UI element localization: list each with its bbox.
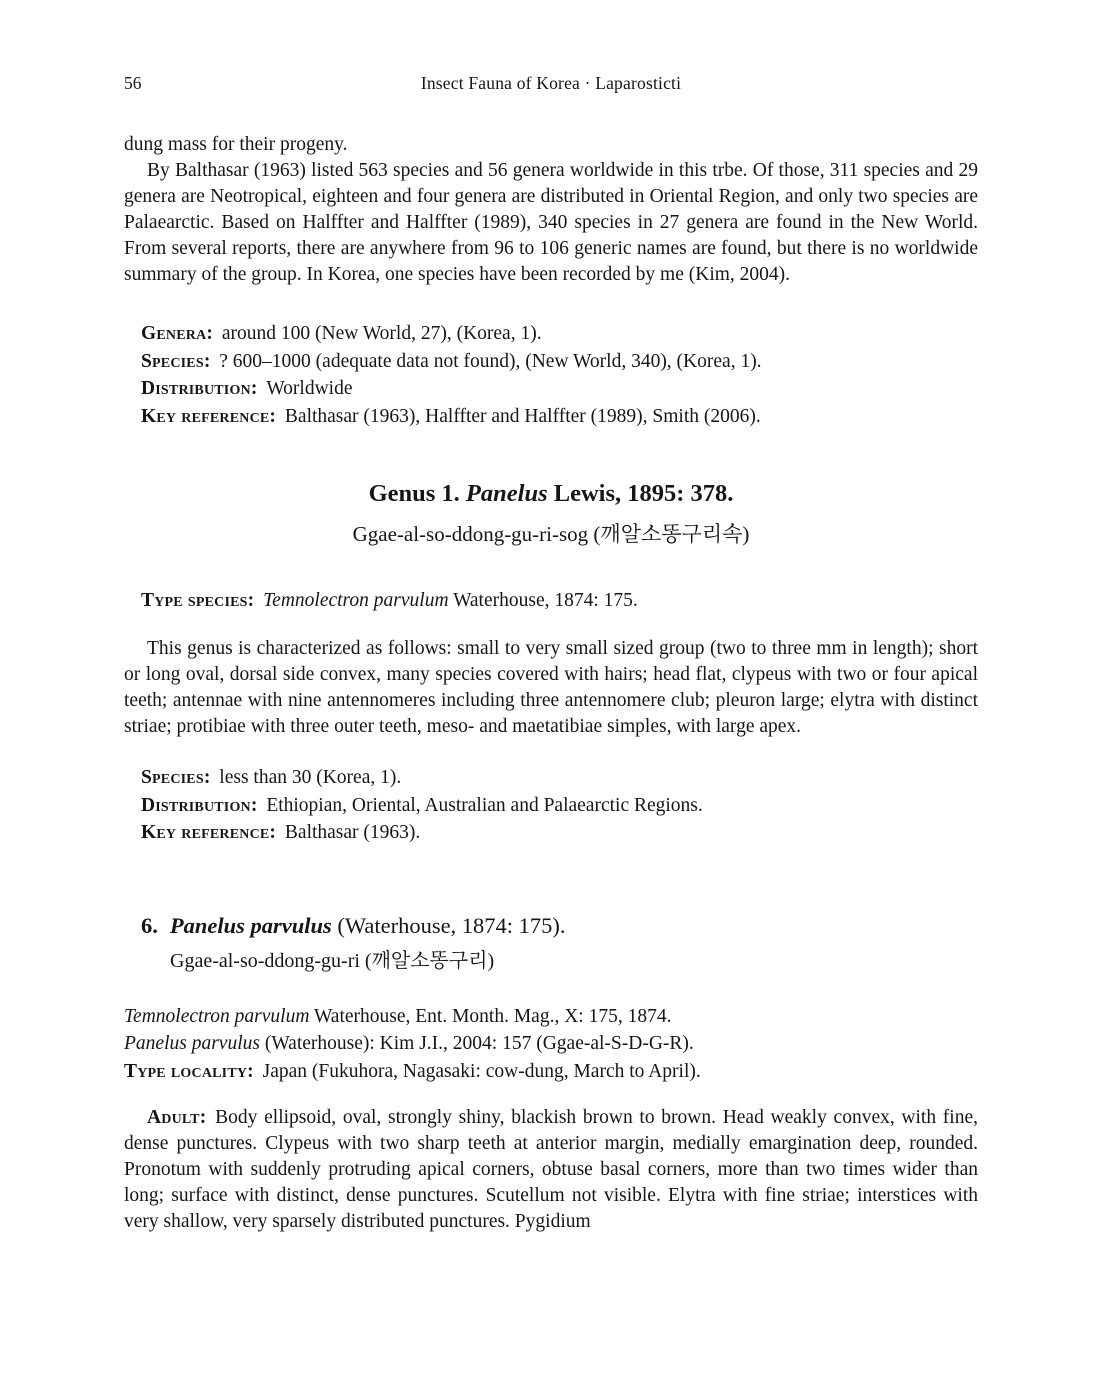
type-species-rest: Waterhouse, 1874: 175. xyxy=(453,590,638,611)
genera-value: around 100 (New World, 27), (Korea, 1). xyxy=(221,323,542,344)
type-locality-row xyxy=(124,1058,978,1086)
intro-paragraph: By Balthasar (1963) listed 563 species and 56 genera worldwide in this trbe. Of those, 311 species and 29 genera are Neotropical, eighteen and four genera are distributed in Oriental Region, and only two species are Palaearctic. Based on Halffter and Halffter (1989), 340 species in 27 genera are found in the New World. From several reports, there are anywhere from 96 to 106 generic names are found, but there is no worldwide summary of the group. In Korea, one species have been recorded by me (Kim, 2004). xyxy=(124,160,978,285)
type-species-line xyxy=(124,588,978,614)
species-number: 6. xyxy=(141,912,158,938)
synonym-2-name: Panelus parvulus xyxy=(124,1033,260,1054)
type-locality-label: Type locality: xyxy=(124,1060,254,1082)
species-row xyxy=(141,348,978,376)
tribe-facts-block xyxy=(124,320,978,430)
genus-distribution-row xyxy=(141,792,978,820)
synonym-2-rest: (Waterhouse): Kim J.I., 2004: 157 (Ggae-al-S-D-G-R). xyxy=(264,1033,694,1054)
genus-distribution-label: Distribution: xyxy=(141,794,258,816)
genus-facts-block xyxy=(124,764,978,847)
species-name: Panelus parvulus xyxy=(169,912,332,938)
genus-key-reference-row xyxy=(141,819,978,847)
adult-text: Body ellipsoid, oval, strongly shiny, blackish brown to brown. Head weakly convex, with fine, dense punctures. Clypeus with two sharp teeth at anterior margin, medially emargination deep, rounded. Pronotum with suddenly protruding apical corners, obtuse basal corners, more than two times wider than long; surface with distinct, dense punctures. Scutellum not visible. Elytra with fine striae; interstices with very shallow, very sparsely distributed punctures. Pygidium xyxy=(124,1107,978,1232)
synonym-row-2 xyxy=(124,1030,978,1058)
genus-heading-suffix: Lewis, 1895: 378. xyxy=(547,480,734,507)
intro-continuation: dung mass for their progeny. xyxy=(124,134,348,155)
running-header xyxy=(124,72,978,96)
distribution-value: Worldwide xyxy=(266,378,353,399)
species-name-suffix: (Waterhouse, 1874: 175). xyxy=(331,912,566,938)
synonym-row-1 xyxy=(124,1003,978,1031)
genus-species-value: less than 30 (Korea, 1). xyxy=(219,767,402,788)
genera-row xyxy=(141,320,978,348)
key-reference-row xyxy=(141,403,978,431)
key-reference-label: Key reference: xyxy=(141,405,277,427)
species-label: Species: xyxy=(141,350,211,372)
adult-paragraph xyxy=(124,1105,978,1235)
running-title: Insect Fauna of Korea · Laparosticti xyxy=(420,73,682,93)
distribution-label: Distribution: xyxy=(141,378,258,399)
species-value: ? 600–1000 (adequate data not found), (New World, 340), (Korea, 1). xyxy=(219,350,762,372)
genus-species-label: Species: xyxy=(141,767,211,788)
genera-label: Genera: xyxy=(141,323,214,344)
genus-distribution-value: Ethiopian, Oriental, Australian and Palaearctic Regions. xyxy=(266,794,703,816)
synonym-1-name: Temnolectron parvulum xyxy=(124,1005,310,1027)
genus-key-reference-value: Balthasar (1963). xyxy=(284,822,421,843)
genus-korean-name: Ggae-al-so-ddong-gu-ri-sog (깨알소똥구리속) xyxy=(352,522,750,546)
synonymy-block xyxy=(124,1003,978,1086)
synonym-1-rest: Waterhouse, Ent. Month. Mag., X: 175, 1874. xyxy=(313,1005,672,1027)
type-species-name: Temnolectron parvulum xyxy=(263,590,449,611)
genus-heading-prefix: Genus 1. xyxy=(368,480,466,507)
page-number: 56 xyxy=(124,73,142,93)
genus-heading xyxy=(124,479,978,509)
species-heading xyxy=(124,911,978,941)
genus-description: This genus is characterized as follows: small to very small sized group (two to three mm in length); short or long oval, dorsal side convex, many species covered with hairs; head flat, clypeus with two or four apical teeth; antennae with nine antennomeres including three antennomere club; pleuron large; elytra with distinct striae; protibiae with three outer teeth, meso- and maetatibiae simples, with large apex. xyxy=(124,638,978,737)
distribution-row xyxy=(141,375,978,403)
genus-species-row xyxy=(141,764,978,792)
adult-label: Adult: xyxy=(147,1107,207,1128)
genus-name: Panelus xyxy=(465,480,548,507)
key-reference-value: Balthasar (1963), Halffter and Halffter (1989), Smith (2006). xyxy=(284,405,761,427)
type-species-label: Type species: xyxy=(141,590,255,611)
species-korean-name: Ggae-al-so-ddong-gu-ri (깨알소똥구리) xyxy=(170,949,495,972)
type-locality-value: Japan (Fukuhora, Nagasaki: cow-dung, March to April). xyxy=(262,1060,701,1082)
genus-key-reference-label: Key reference: xyxy=(141,822,277,843)
